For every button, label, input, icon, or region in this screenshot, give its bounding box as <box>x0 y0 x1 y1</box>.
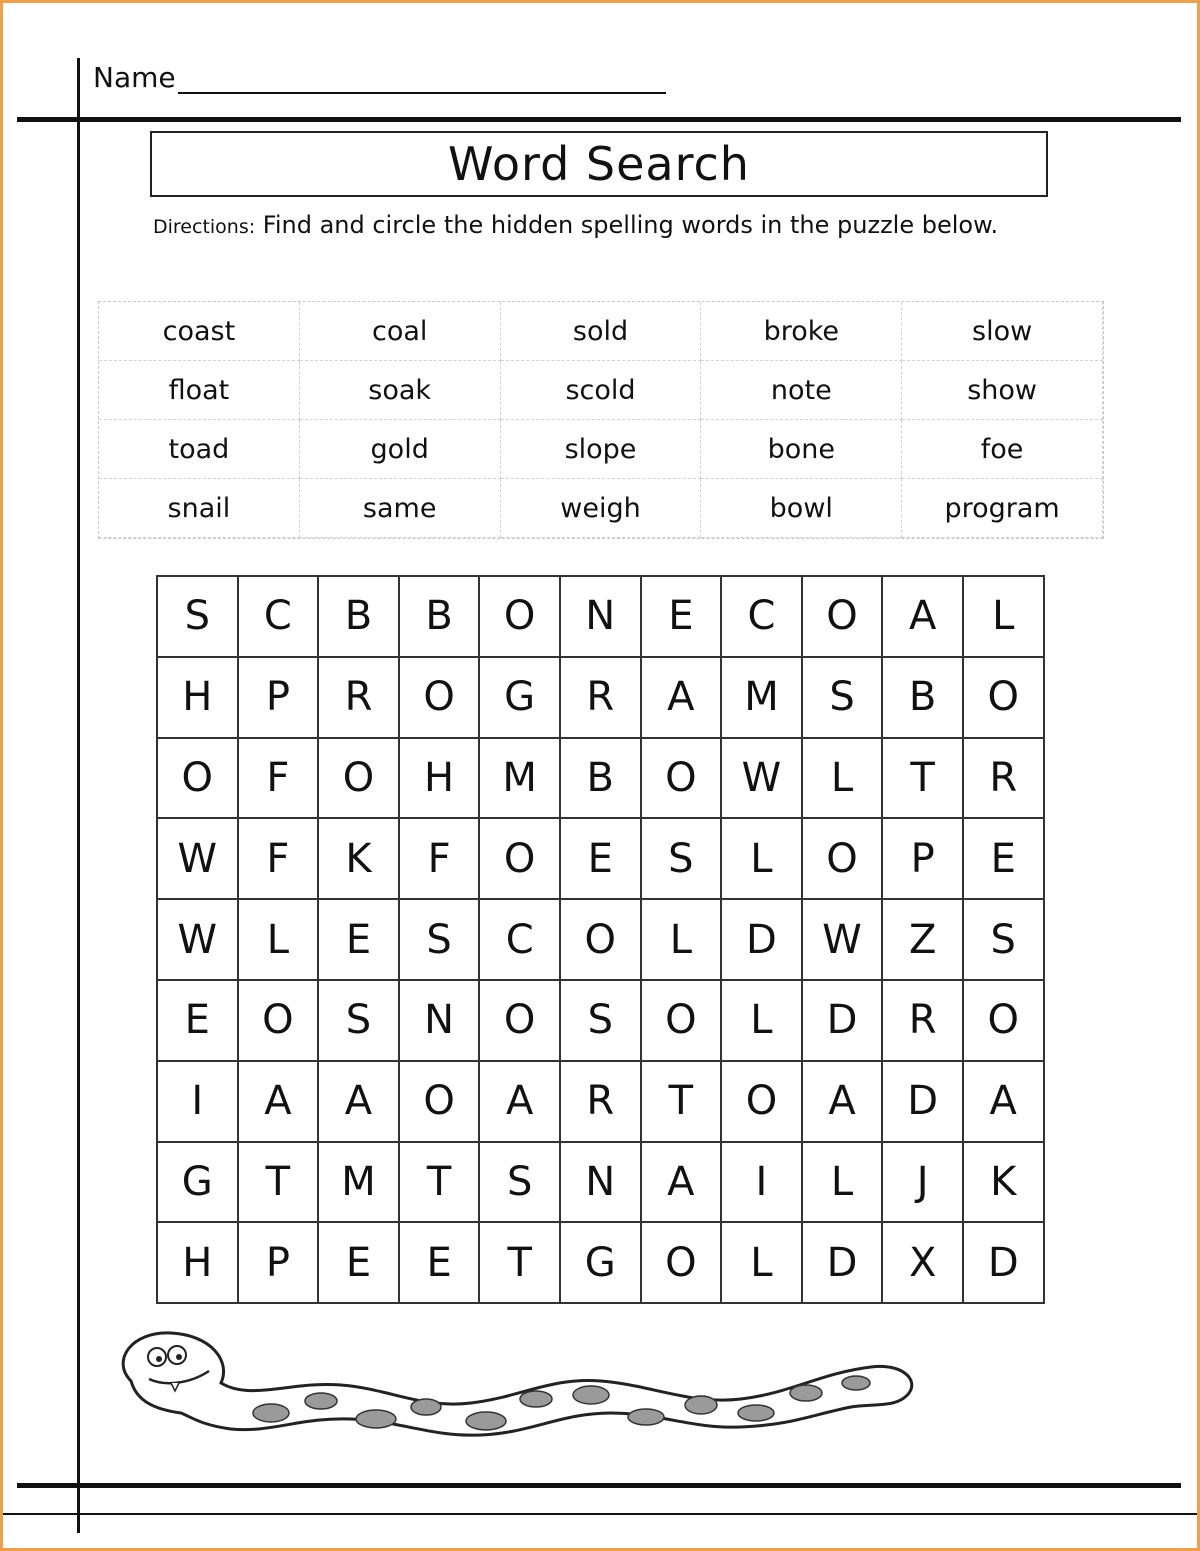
puzzle-cell[interactable]: N <box>561 577 642 658</box>
name-blank[interactable] <box>178 64 666 94</box>
puzzle-cell[interactable]: L <box>803 1143 884 1224</box>
bottom-rule-thin <box>3 1513 1197 1515</box>
puzzle-cell[interactable]: R <box>964 739 1045 820</box>
puzzle-cell[interactable]: Z <box>883 900 964 981</box>
top-rule <box>17 117 1181 122</box>
puzzle-cell[interactable]: O <box>964 658 1045 739</box>
puzzle-cell[interactable]: T <box>400 1143 481 1224</box>
title-box <box>150 131 1048 197</box>
word-bank-item: coast <box>99 302 300 361</box>
word-bank-item: snail <box>99 479 300 538</box>
puzzle-cell[interactable]: A <box>964 1062 1045 1143</box>
puzzle-cell[interactable]: O <box>400 658 481 739</box>
puzzle-cell[interactable]: E <box>319 1223 400 1304</box>
puzzle-cell[interactable]: B <box>319 577 400 658</box>
puzzle-cell[interactable]: T <box>642 1062 723 1143</box>
puzzle-cell[interactable]: T <box>239 1143 320 1224</box>
puzzle-cell[interactable]: M <box>722 658 803 739</box>
puzzle-cell[interactable]: G <box>561 1223 642 1304</box>
puzzle-cell[interactable]: I <box>722 1143 803 1224</box>
puzzle-cell[interactable]: G <box>480 658 561 739</box>
puzzle-cell[interactable]: D <box>883 1062 964 1143</box>
puzzle-cell[interactable]: L <box>722 981 803 1062</box>
puzzle-cell[interactable]: B <box>561 739 642 820</box>
puzzle-cell[interactable]: P <box>239 658 320 739</box>
puzzle-cell[interactable]: O <box>480 577 561 658</box>
puzzle-cell[interactable]: O <box>480 819 561 900</box>
puzzle-grid <box>156 575 1045 1304</box>
word-bank-item: same <box>300 479 501 538</box>
word-bank-item: note <box>701 361 902 420</box>
word-bank-item: sold <box>501 302 702 361</box>
puzzle-cell[interactable]: P <box>883 819 964 900</box>
puzzle-cell[interactable]: H <box>158 1223 239 1304</box>
word-bank-item: bowl <box>701 479 902 538</box>
puzzle-cell[interactable]: L <box>642 900 723 981</box>
puzzle-cell[interactable]: O <box>480 981 561 1062</box>
puzzle-cell[interactable]: S <box>400 900 481 981</box>
word-bank-item: scold <box>501 361 702 420</box>
puzzle-cell[interactable]: F <box>239 739 320 820</box>
puzzle-cell[interactable]: O <box>803 577 884 658</box>
puzzle-cell[interactable]: W <box>722 739 803 820</box>
puzzle-cell[interactable]: C <box>722 577 803 658</box>
directions-label: Directions: <box>153 216 256 238</box>
puzzle-cell[interactable]: S <box>642 819 723 900</box>
word-bank <box>98 301 1104 539</box>
puzzle-cell[interactable]: A <box>642 658 723 739</box>
puzzle-cell[interactable]: D <box>803 981 884 1062</box>
puzzle-cell[interactable]: B <box>400 577 481 658</box>
word-bank-item: float <box>99 361 300 420</box>
word-bank-item: slow <box>902 302 1103 361</box>
snake-icon <box>91 1321 921 1461</box>
name-row <box>93 61 666 94</box>
puzzle-cell[interactable]: W <box>158 900 239 981</box>
puzzle-cell[interactable]: W <box>803 900 884 981</box>
puzzle-cell[interactable]: M <box>319 1143 400 1224</box>
puzzle-cell[interactable]: R <box>883 981 964 1062</box>
puzzle-cell[interactable]: L <box>239 900 320 981</box>
puzzle-cell[interactable]: F <box>239 819 320 900</box>
puzzle-cell[interactable]: D <box>803 1223 884 1304</box>
puzzle-cell[interactable]: O <box>803 819 884 900</box>
word-bank-item: show <box>902 361 1103 420</box>
word-bank-item: foe <box>902 420 1103 479</box>
puzzle-cell[interactable]: L <box>722 1223 803 1304</box>
puzzle-cell[interactable]: E <box>319 900 400 981</box>
puzzle-cell[interactable]: R <box>561 1062 642 1143</box>
puzzle-cell[interactable]: O <box>319 739 400 820</box>
word-bank-item: broke <box>701 302 902 361</box>
puzzle-cell[interactable]: D <box>964 1223 1045 1304</box>
puzzle-cell[interactable]: A <box>642 1143 723 1224</box>
puzzle-cell[interactable]: R <box>561 658 642 739</box>
puzzle-cell[interactable]: A <box>803 1062 884 1143</box>
puzzle-cell[interactable]: W <box>158 819 239 900</box>
puzzle-cell[interactable]: S <box>964 900 1045 981</box>
word-bank-item: gold <box>300 420 501 479</box>
margin-line <box>77 58 80 1533</box>
puzzle-cell[interactable]: O <box>642 739 723 820</box>
puzzle-cell[interactable]: B <box>883 658 964 739</box>
puzzle-cell[interactable]: S <box>319 981 400 1062</box>
puzzle-cell[interactable]: O <box>400 1062 481 1143</box>
puzzle-cell[interactable]: E <box>561 819 642 900</box>
bottom-rule <box>17 1483 1181 1488</box>
word-bank-item: program <box>902 479 1103 538</box>
puzzle-cell[interactable]: I <box>158 1062 239 1143</box>
page-title: Word Search <box>448 137 750 191</box>
name-label: Name <box>93 61 176 94</box>
puzzle-cell[interactable]: J <box>883 1143 964 1224</box>
puzzle-cell[interactable]: P <box>239 1223 320 1304</box>
puzzle-cell[interactable]: H <box>158 658 239 739</box>
puzzle-cell[interactable]: L <box>722 819 803 900</box>
word-bank-item: slope <box>501 420 702 479</box>
puzzle-cell[interactable]: E <box>642 577 723 658</box>
puzzle-cell[interactable]: G <box>158 1143 239 1224</box>
puzzle-cell[interactable]: O <box>722 1062 803 1143</box>
puzzle-cell[interactable]: E <box>964 819 1045 900</box>
puzzle-cell[interactable]: O <box>561 900 642 981</box>
puzzle-cell[interactable]: S <box>561 981 642 1062</box>
word-bank-item: weigh <box>501 479 702 538</box>
puzzle-cell[interactable]: D <box>722 900 803 981</box>
puzzle-cell[interactable]: E <box>158 981 239 1062</box>
puzzle-cell[interactable]: R <box>319 658 400 739</box>
puzzle-cell[interactable]: O <box>158 739 239 820</box>
directions-text: Find and circle the hidden spelling words in the puzzle below. <box>262 211 999 239</box>
puzzle-cell[interactable]: A <box>319 1062 400 1143</box>
word-bank-item: toad <box>99 420 300 479</box>
puzzle-cell[interactable]: O <box>239 981 320 1062</box>
puzzle-cell[interactable]: K <box>964 1143 1045 1224</box>
word-bank-item: soak <box>300 361 501 420</box>
puzzle-cell[interactable]: A <box>883 577 964 658</box>
puzzle-cell[interactable]: H <box>400 739 481 820</box>
puzzle-cell[interactable]: O <box>964 981 1045 1062</box>
directions <box>153 211 1073 239</box>
puzzle-cell[interactable]: S <box>158 577 239 658</box>
puzzle-cell[interactable]: L <box>803 739 884 820</box>
puzzle-cell[interactable]: X <box>883 1223 964 1304</box>
puzzle-cell[interactable]: A <box>480 1062 561 1143</box>
puzzle-cell[interactable]: S <box>803 658 884 739</box>
puzzle-cell[interactable]: A <box>239 1062 320 1143</box>
puzzle-cell[interactable]: M <box>480 739 561 820</box>
puzzle-cell[interactable]: K <box>319 819 400 900</box>
puzzle-cell[interactable]: T <box>883 739 964 820</box>
puzzle-cell[interactable]: F <box>400 819 481 900</box>
puzzle-cell[interactable]: C <box>480 900 561 981</box>
puzzle-cell[interactable]: T <box>480 1223 561 1304</box>
puzzle-cell[interactable]: N <box>400 981 481 1062</box>
puzzle-cell[interactable]: E <box>400 1223 481 1304</box>
word-bank-item: coal <box>300 302 501 361</box>
puzzle-cell[interactable]: C <box>239 577 320 658</box>
puzzle-cell[interactable]: O <box>642 1223 723 1304</box>
word-bank-item: bone <box>701 420 902 479</box>
puzzle-cell[interactable]: S <box>480 1143 561 1224</box>
puzzle-cell[interactable]: N <box>561 1143 642 1224</box>
puzzle-cell[interactable]: O <box>642 981 723 1062</box>
puzzle-cell[interactable]: L <box>964 577 1045 658</box>
